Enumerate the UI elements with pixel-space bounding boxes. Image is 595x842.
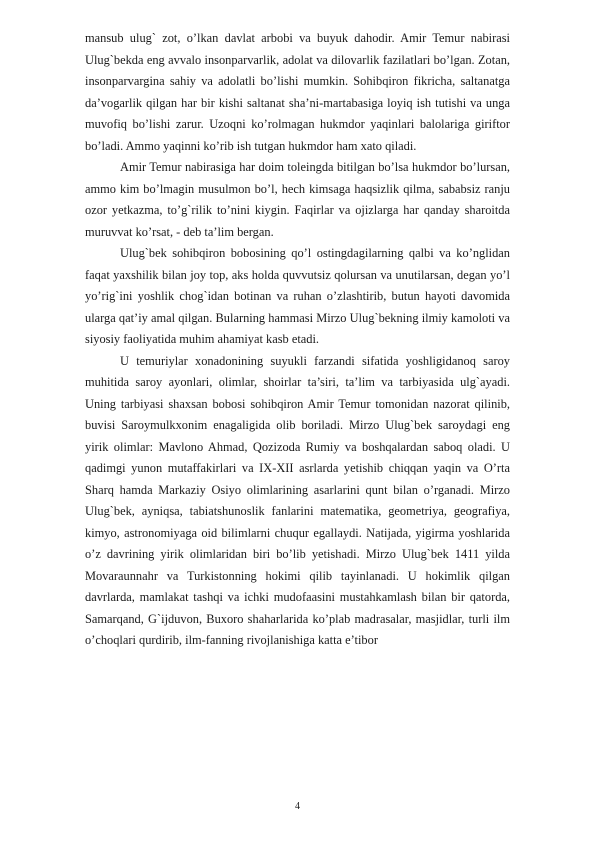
paragraph-2: Amir Temur nabirasiga har doim toleingda bitilgan bo’lsa hukmdor bo’lursan, ammo kim bo’lmagin musulmon bo’l, hech kimsaga haqsizlik qilma, sababsiz ranju ozor yetkazma, to’g`rilik to’nini kiygin. Faqirlar va ojizlarga har qanday sharoitda muruvvat ko’rsat, - deb ta’lim bergan. [85, 160, 510, 239]
paragraph-3: Ulug`bek sohibqiron bobosining qo’l ostingdagilarning qalbi va ko’nglidan faqat yaxshilik bilan joy top, aks holda quvvutsiz qolursan va unutilarsan, degan yo’l yo’rig`ini yoshlik chog`idan botinan va ruhan o’zlashtirib, butun hayoti davomida ularga qat’iy amal qilgan. Bularning hammasi Mirzo Ulug`bekning ilmiy kamoloti va siyosiy faoliyatida muhim ahamiyat kasb etadi. [85, 246, 510, 346]
paragraph-4: U temuriylar xonadonining suyukli farzandi sifatida yoshligidanoq saroy muhitida saroy ayonlari, olimlar, shoirlar ta’siri, ta’lim va tarbiyasida ulg`ayadi. Uning tarbiyasi shaxsan bobosi sohibqiron Amir Temur tomonidan nazorat qilinib, buvisi Saroymulkxonim enagaligida olib boriladi. Mirzo Ulug`bek saroydagi eng yirik olimlar: Mavlono Ahmad, Qozizoda Rumiy va boshqalardan saboq oladi. U qadimgi yunon mutaffakirlari va IX-XII asrlarda yetishib chiqqan yaqin va O’rta Sharq hamda Markaziy Osiyo olimlarining asarlarini qunt bilan o’rganadi. Mirzo Ulug`bek, ayniqsa, tabiatshunoslik fanlarini matematika, geometriya, geografiya, kimyo, astronomiyaga oid bilimlarni chuqur egallaydi. Natijada, yigirma yoshlarida o’z davrining yirik olimlaridan biri bo’lib yetishadi. Mirzo Ulug`bek 1411 yilda Movaraunnahr va Turkistonning hokimi qilib tayinlanadi. U hokimlik qilgan davrlarda, mamlakat tashqi va ichki mudofaasini mustahkamlash bilan bir qatorda, Samarqand, G`ijduvon, Buxoro shaharlarida ko’plab madrasalar, masjidlar, turli ilm o’choqlari qurdirib, ilm-fanning rivojlanishiga katta e’tibor [85, 353, 510, 647]
document-body [85, 28, 510, 652]
page-number: 4 [295, 801, 300, 812]
paragraph-1: mansub ulug` zot, o’lkan davlat arbobi va buyuk dahodir. Amir Temur nabirasi Ulug`bekda eng avvalo insonparvarlik, adolat va dilovarlik fazilatlari bo’lgan. Zotan, insonparvargina sahiy va adolatli bo’lishi mumkin. Sohibqiron fikricha, saltanatga da’vogarlik qilgan har bir kishi saltanat sha’ni-martabasiga loyiq ish tutishi va unga muvofiq bo’lishi zarur. Uzoqni ko’rolmagan hukmdor yaqinlari balolariga giriftor bo’ladi. Ammo yaqinni ko’rib ish tutgan hukmdor ham xato qiladi. [85, 31, 510, 153]
